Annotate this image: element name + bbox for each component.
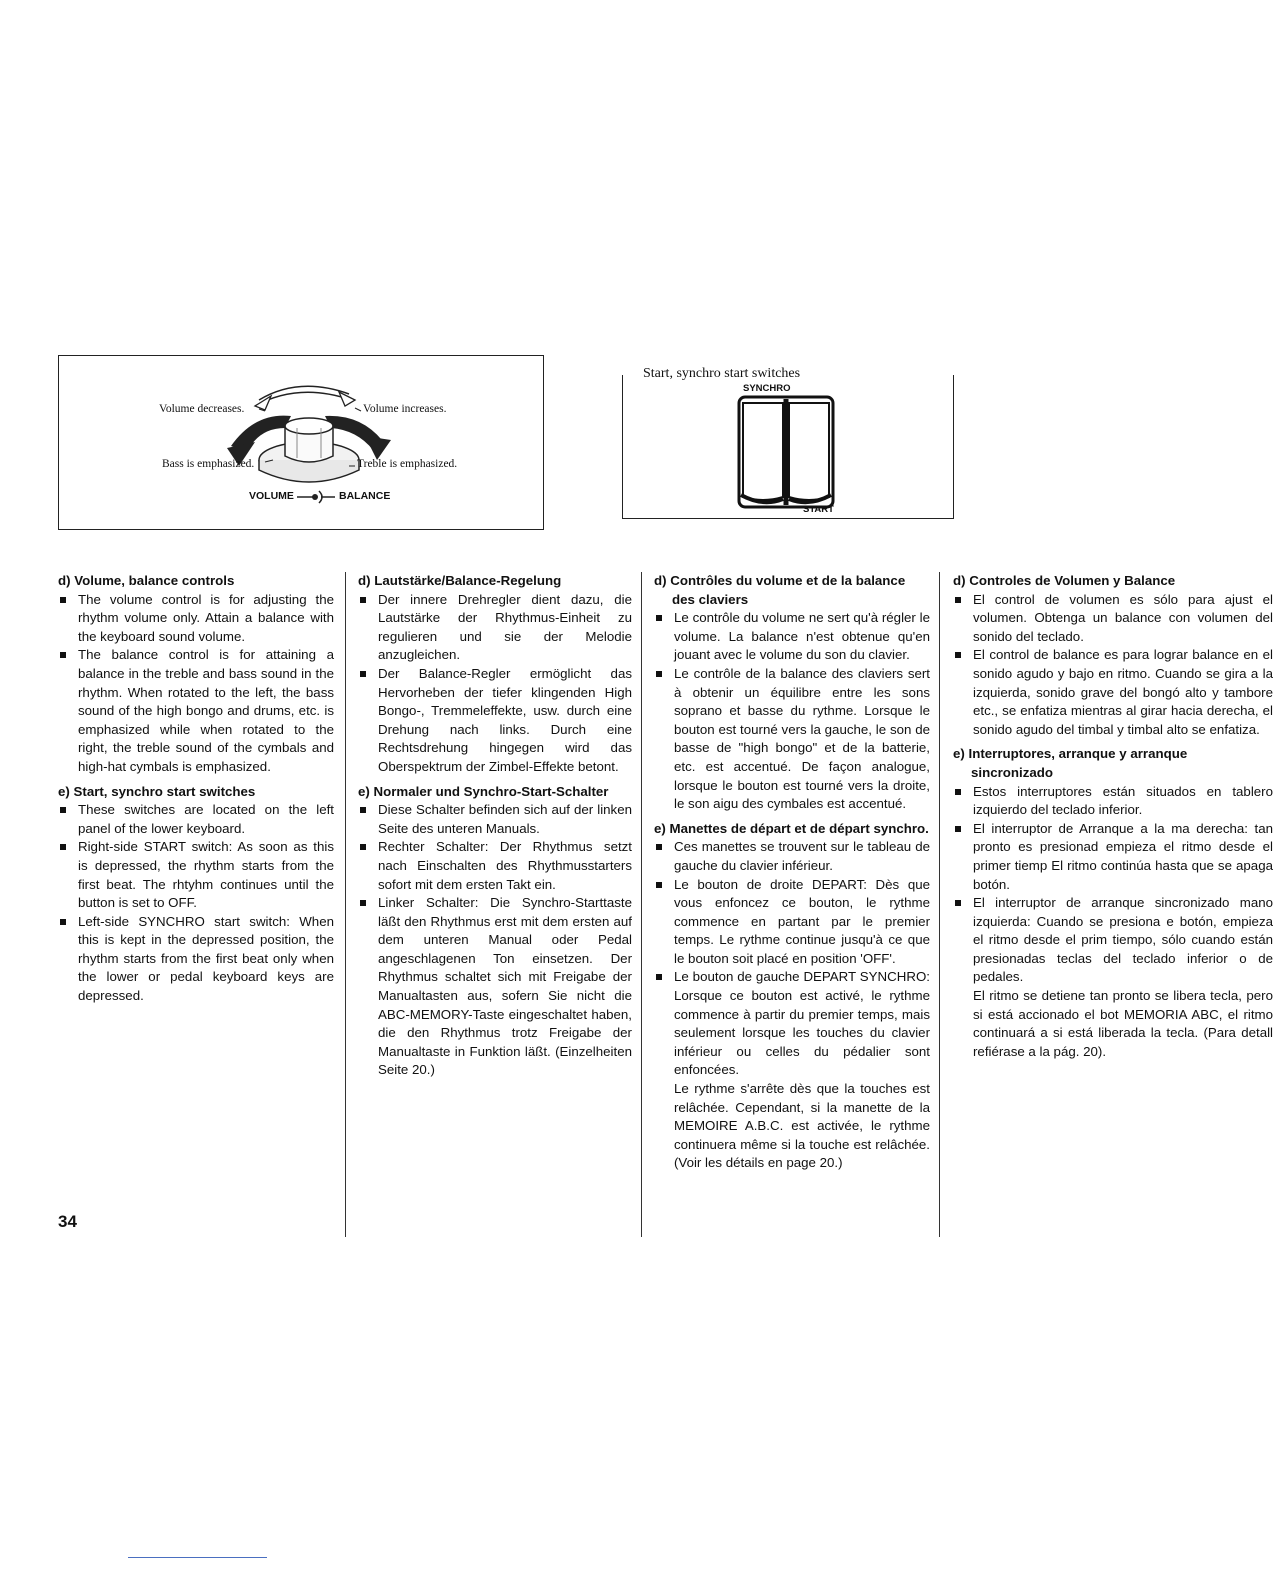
list-item: Linker Schalter: Die Synchro-Starttaste läßt den Rhythmus erst mit dem ersten auf dem unteren Manual oder Pedal angeschlagenen Ton einsetzen. Der Rhythmus schaltet sich mit Freigabe der Manualtasten aus, sofern Sie nicht die ABC-MEMORY-Taste eingeschaltet haben, die den Rhythmus trotz Freigabe der Manualtaste in Funktion läßt. (Einzelheiten Seite 20.) (358, 894, 632, 1080)
list-item: The balance control is for attaining a balance in the treble and bass sound in the rhythm. When rotated to the left, the bass sound of the high bongo and drums, etc. is emphasized while when rotated to the right, the treble sound of the cymbals and high-hat cymbals is emphasized. (58, 646, 334, 776)
section-heading: d) Volume, balance controls (58, 573, 235, 588)
volume-increases-label: Volume increases. (363, 403, 447, 415)
list-item: Der innere Drehregler dient dazu, die Lautstärke der Rhythmus-Einheit zu regulieren und sie der Melodie anzugleichen. (358, 591, 632, 665)
start-switches-figure (622, 375, 954, 519)
bullet-list (358, 591, 632, 777)
continuation-paragraph: El ritmo se detiene tan pronto se libera tecla, pero si está accionado el bot MEMORIA ABC, el ritmo continuará a si está liberada la tecla. (Para detall refiérase a la pág. 20). (973, 988, 1273, 1059)
german-column (358, 572, 632, 1080)
section-heading: e) Normaler und Synchro-Start-Schalter (358, 783, 609, 799)
start-switches-title: Start, synchro start switches (640, 366, 803, 382)
switches-illustration (623, 375, 955, 519)
section-heading: d) Contrôles du volume et de la balance des claviers (654, 573, 906, 607)
synchro-label: SYNCHRO (743, 383, 791, 394)
list-item: Rechter Schalter: Der Rhythmus setzt nach Einschalten des Rhythmusstarters sofort mit dem ersten Takt ein. (358, 838, 632, 894)
french-column (654, 572, 930, 1173)
bullet-list (58, 801, 334, 1006)
spanish-column (953, 572, 1273, 1061)
list-item: Right-side START switch: As soon as this is depressed, the rhythm starts from the first beat. The rhtyhm continues until the button is set to OFF. (58, 838, 334, 912)
english-column (58, 572, 334, 1006)
section-heading: e) Manettes de départ et de départ synchro. (654, 820, 929, 836)
list-item: Ces manettes se trouvent sur le tableau de gauche du clavier inférieur. (654, 838, 930, 875)
footer-rule (128, 1557, 267, 1558)
volume-decreases-label: Volume decreases. (159, 403, 245, 415)
bullet-list (953, 783, 1273, 988)
bullet-list (58, 591, 334, 777)
volume-knob-illustration (59, 356, 545, 531)
list-item: Left-side SYNCHRO start switch: When this is kept in the depressed position, the rhythm starts from the first beat only when the lower or pedal keyboard keys are depressed. (58, 913, 334, 1006)
continuation-paragraph: Le rythme s'arrête dès que la touches est relâchée. Cependant, si la manette de la MEMOIRE A.B.C. est activée, le rythme continuera même si la touche est relâchée. (Voir les détails en page 20.) (674, 1081, 930, 1171)
start-label: START (803, 504, 834, 515)
knob-balance-label: BALANCE (339, 490, 391, 502)
list-item: Der Balance-Regler ermöglicht das Hervorheben der tiefer klingenden High Bongo-, Tremmeleffekte, usw. durch eine Drehung nach links. Durch eine Rechtsdrehung hingegen wird das Oberspektrum der Zimbel-Effekte betont. (358, 665, 632, 777)
list-item: Le contrôle du volume ne sert qu'à régler le volume. La balance n'est obtenue qu'en jouant avec le volume du son du clavier. (654, 609, 930, 665)
section-heading: d) Controles de Volumen y Balance (953, 573, 1176, 588)
list-item: Le bouton de droite DEPART: Dès que vous enfoncez ce bouton, le rythme commence en partant par le premier temps. Le rythme continue jusqu'à ce que le bouton soit placé en position 'OFF'. (654, 876, 930, 969)
volume-balance-figure (58, 355, 544, 530)
section-heading: d) Lautstärke/Balance-Regelung (358, 573, 562, 588)
section-heading: e) Start, synchro start switches (58, 783, 256, 799)
column-divider (345, 572, 346, 1237)
bullet-list (654, 609, 930, 814)
bass-emphasized-label: Bass is emphasized. (162, 458, 255, 470)
bullet-list (654, 838, 930, 1080)
bullet-list (953, 591, 1273, 740)
list-item: El interruptor de arranque sincronizado mano izquierda: Cuando se presiona e botón, empieza el ritmo desde el prim tiempo, sólo cuando están presionadas teclas del teclado inferior o de pedales. (953, 894, 1273, 987)
knob-volume-label: VOLUME (249, 490, 294, 502)
page-number: 34 (58, 1212, 77, 1231)
section-heading: e) Interruptores, arranque y arranque sincronizado (953, 746, 1188, 780)
list-item: These switches are located on the left panel of the lower keyboard. (58, 801, 334, 838)
list-item: Le bouton de gauche DEPART SYNCHRO: Lorsque ce bouton est activé, le rythme commence à partir du premier temps, mais seulement lorsque les touches du clavier inférieur ou celles du pédalier sont enfoncées. (654, 968, 930, 1080)
list-item: The volume control is for adjusting the rhythm volume only. Attain a balance with the keyboard sound volume. (58, 591, 334, 647)
column-divider (641, 572, 642, 1237)
list-item: El interruptor de Arranque a la ma derecha: tan pronto es presionad empieza el ritmo desde el primer tiemp El ritmo continúa hasta que se apaga botón. (953, 820, 1273, 894)
list-item: El control de volumen es sólo para ajust el volumen. Obtenga un balance con volumen del sonido del teclado. (953, 591, 1273, 647)
list-item: Diese Schalter befinden sich auf der linken Seite des unteren Manuals. (358, 801, 632, 838)
treble-emphasized-label: Treble is emphasized. (357, 458, 458, 470)
bullet-list (358, 801, 632, 1080)
list-item: Le contrôle de la balance des claviers sert à obtenir un équilibre entre les sons soprano et basse du rythme. Lorsque le bouton est tourné vers la gauche, le son de basse de "high bongo" et de la batterie, etc. est accentué. De façon analogue, lorsque le bouton est tourné vers la droite, le son aigu des cymbales est accentué. (654, 665, 930, 814)
list-item: El control de balance es para lograr balance en el sonido agudo y bajo en ritmo. Cuando se gira a la izquierda, sonido grave del bongó alto y tambore etc., se enfatiza mientras al girar hacia derecha, el sonido agudo del timbal y timbal alto se enfatiza. (953, 646, 1273, 739)
column-divider (939, 572, 940, 1237)
list-item: Estos interruptores están situados en tablero izquierdo del teclado inferior. (953, 783, 1273, 820)
